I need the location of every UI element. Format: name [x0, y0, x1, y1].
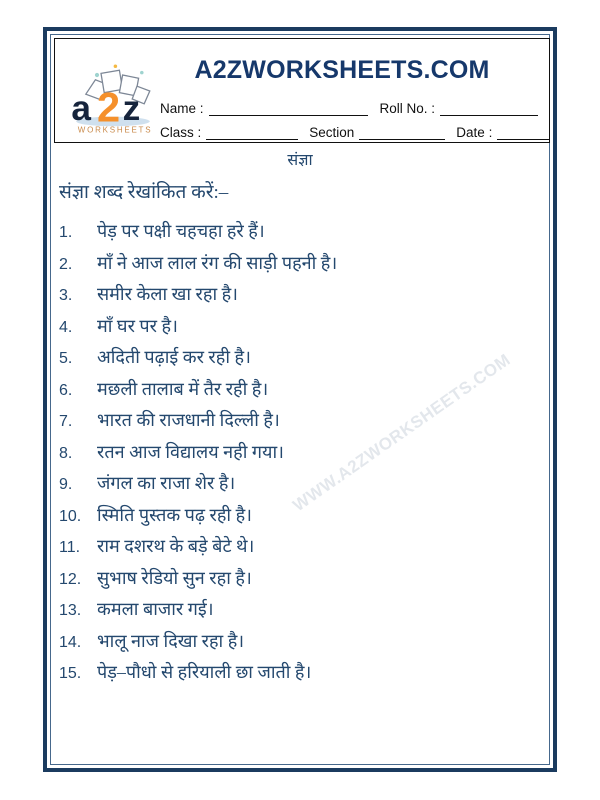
question-number: 7. — [59, 413, 73, 430]
header-field-row-name — [160, 96, 541, 116]
svg-text:2: 2 — [97, 83, 121, 131]
question-number: 4. — [59, 318, 73, 336]
question-number: 1. — [59, 224, 73, 241]
section-input[interactable] — [359, 126, 445, 140]
svg-text:WORKSHEETS: WORKSHEETS — [77, 125, 153, 135]
brand-title: A2ZWORKSHEETS.COM — [194, 56, 490, 84]
question-number: 5. — [59, 350, 73, 367]
name-label: Name : — [160, 101, 204, 116]
svg-text:z: z — [122, 88, 141, 128]
site-watermark: WWW.A2ZWORKSHEETS.COM — [289, 350, 514, 516]
question-text: मछली तालाब में तैर रही है। — [97, 378, 269, 399]
question-text: रतन आज विद्यालय नही गया। — [97, 441, 284, 462]
question-item — [59, 345, 541, 377]
question-number: 12. — [59, 570, 82, 588]
worksheet-header — [54, 38, 550, 143]
question-number: 13. — [59, 602, 82, 619]
question-text: जंगल का राजा शेर है। — [97, 473, 236, 493]
question-item — [59, 282, 541, 314]
a2z-worksheets-logo — [65, 59, 161, 135]
roll-no-input[interactable] — [440, 102, 538, 116]
question-text: अदिती पढ़ाई कर रही है। — [97, 347, 251, 367]
question-text: राम दशरथ के बड़े बेटे थे। — [97, 536, 255, 556]
question-number: 8. — [59, 444, 73, 462]
question-number: 9. — [59, 476, 73, 493]
question-text: माँ ने आज लाल रंग की साड़ी पहनी है। — [97, 252, 338, 273]
question-item — [59, 471, 541, 503]
question-text: भारत की राजधानी दिल्ली है। — [97, 410, 280, 430]
question-item — [59, 440, 541, 472]
question-number: 10. — [59, 507, 82, 525]
worksheet-page-frame — [43, 27, 557, 772]
question-item — [59, 534, 541, 566]
class-label: Class : — [160, 125, 202, 140]
question-number: 15. — [59, 665, 82, 682]
question-text: कमला बाजार गई। — [97, 599, 214, 619]
date-input[interactable] — [497, 126, 550, 140]
date-label: Date : — [456, 125, 493, 140]
roll-no-label: Roll No. : — [379, 101, 435, 116]
question-number: 11. — [59, 539, 81, 556]
name-input[interactable] — [209, 102, 369, 116]
question-text: माँ घर पर है। — [97, 315, 178, 336]
question-text: पेड़–पौधो से हरियाली छा जाती है। — [97, 662, 312, 682]
question-item — [59, 629, 541, 661]
question-item — [59, 566, 541, 598]
question-item — [59, 314, 541, 346]
question-text: स्मिति पुस्तक पढ़ रही है। — [97, 504, 252, 525]
question-number: 3. — [59, 287, 73, 304]
question-text: सुभाष रेडियो सुन रहा है। — [97, 567, 252, 588]
question-text: पेड़ पर पक्षी चहचहा हरे हैं। — [97, 221, 265, 241]
svg-text:a: a — [71, 88, 91, 128]
class-input[interactable] — [206, 126, 298, 140]
header-field-row-class — [160, 120, 541, 140]
question-text: समीर केला खा रहा है। — [97, 284, 238, 304]
section-label: Section — [309, 125, 355, 140]
question-item — [59, 219, 541, 251]
question-number: 14. — [59, 633, 82, 651]
question-item — [59, 503, 541, 535]
question-item — [59, 377, 541, 409]
question-number: 2. — [59, 255, 73, 273]
worksheet-instruction: संज्ञा शब्द रेखांकित करें:– — [59, 182, 229, 203]
question-item — [59, 597, 541, 629]
question-number: 6. — [59, 381, 73, 399]
question-item — [59, 251, 541, 283]
worksheet-title: संज्ञा — [287, 152, 313, 169]
question-list — [59, 219, 541, 692]
question-item — [59, 660, 541, 692]
question-text: भालू नाज दिखा रहा है। — [97, 630, 245, 651]
question-item — [59, 408, 541, 440]
